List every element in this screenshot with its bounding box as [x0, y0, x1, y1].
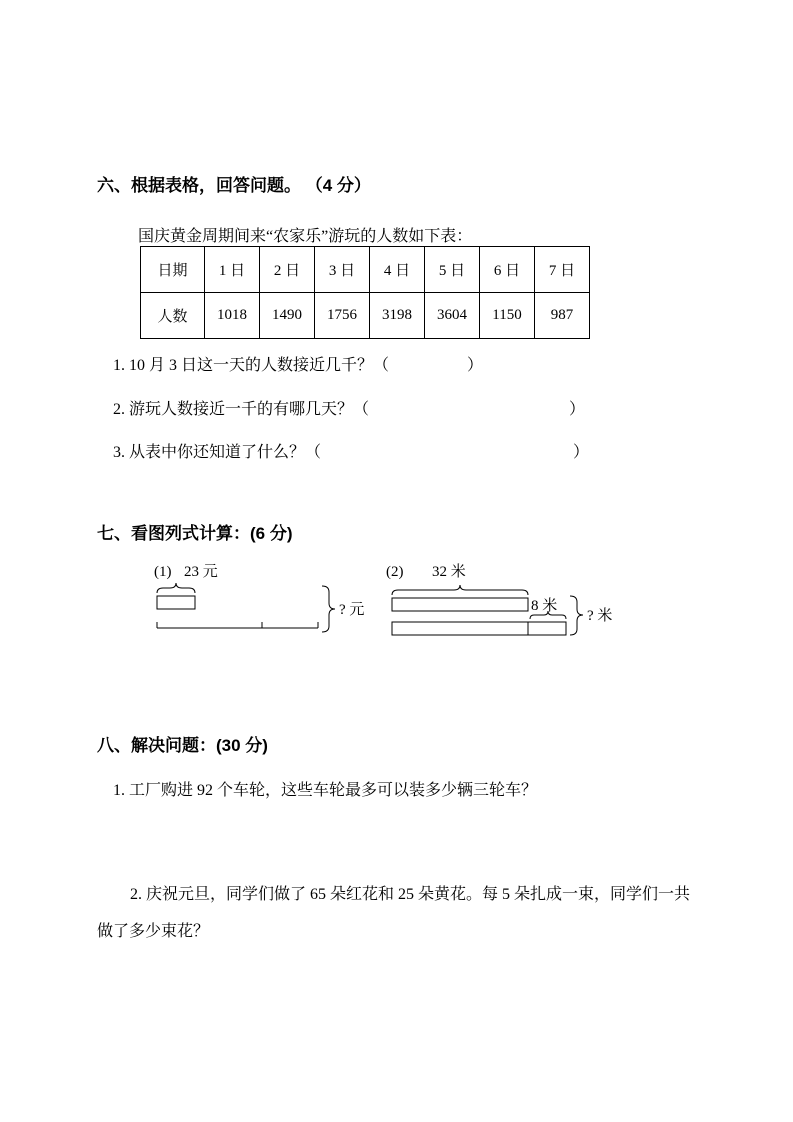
table-row-counts	[141, 293, 590, 339]
table-cell: 人数	[141, 293, 205, 339]
table-cell: 987	[535, 293, 590, 339]
table-cell: 5 日	[425, 247, 480, 293]
diagram-2	[386, 563, 612, 635]
diagram-1-total-label: ? 元	[339, 602, 365, 618]
problem-2: 2. 庆祝元旦，同学们做了 65 朵红花和 25 朵黄花。每 5 朵扎成一束，同学们一共做了多少束花？	[97, 886, 691, 940]
total-brace-2-icon	[570, 596, 583, 635]
diagram-1	[154, 563, 364, 632]
section-eight-heading: 八、解决问题：(30 分)	[97, 736, 268, 755]
top-bar	[392, 598, 528, 611]
question-2-close: ）	[569, 401, 586, 418]
unit-bar	[157, 596, 195, 609]
answer-blank	[389, 369, 467, 370]
bottom-bar	[392, 622, 566, 635]
diagram-2-extra-label: 8 米	[531, 598, 558, 614]
table-cell: 1756	[315, 293, 370, 339]
table-cell: 日期	[141, 247, 205, 293]
question-1-close: ）	[467, 357, 484, 374]
table-cell: 6 日	[480, 247, 535, 293]
diagram-2-top-label: 32 米	[432, 564, 466, 580]
answer-blank	[321, 456, 573, 457]
question-2	[113, 396, 585, 419]
question-3-text: 3. 从表中你还知道了什么？（	[113, 444, 322, 461]
diagram-2-label: (2)	[386, 564, 404, 580]
overbrace-32-icon	[392, 585, 528, 595]
bar-diagrams	[140, 552, 650, 660]
diagram-2-total-label: ? 米	[587, 608, 613, 624]
table-cell: 3604	[425, 293, 480, 339]
diagram-1-amount-label: 23 元	[184, 564, 218, 580]
question-2-text: 2. 游玩人数接近一千的有哪几天？（	[113, 401, 370, 418]
section-six-heading: 六、根据表格，回答问题。 （4 分）	[97, 176, 371, 195]
table-cell: 1490	[260, 293, 315, 339]
question-1-text: 1. 10 月 3 日这一天的人数接近几千？（	[113, 357, 390, 374]
overbrace-23-icon	[157, 583, 195, 593]
table-cell: 3 日	[315, 247, 370, 293]
table-cell: 3198	[370, 293, 425, 339]
diagram-1-label: (1)	[154, 564, 172, 580]
question-3	[113, 439, 589, 462]
question-1	[113, 352, 483, 375]
table-intro: 国庆黄金周期间来“农家乐”游玩的人数如下表：	[138, 228, 473, 245]
table-row-dates	[141, 247, 590, 293]
long-bar-line	[157, 622, 318, 628]
table-cell: 1018	[205, 293, 260, 339]
total-brace-1-icon	[322, 586, 335, 632]
question-3-close: ）	[573, 444, 590, 461]
table-cell: 2 日	[260, 247, 315, 293]
answer-blank	[369, 413, 569, 414]
table-cell: 4 日	[370, 247, 425, 293]
section-seven-heading: 七、看图列式计算：(6 分)	[97, 524, 293, 543]
table-cell: 1150	[480, 293, 535, 339]
table-cell: 1 日	[205, 247, 260, 293]
table-cell: 7 日	[535, 247, 590, 293]
visitors-table	[140, 246, 590, 339]
problem-1: 1. 工厂购进 92 个车轮，这些车轮最多可以装多少辆三轮车？	[113, 782, 538, 799]
